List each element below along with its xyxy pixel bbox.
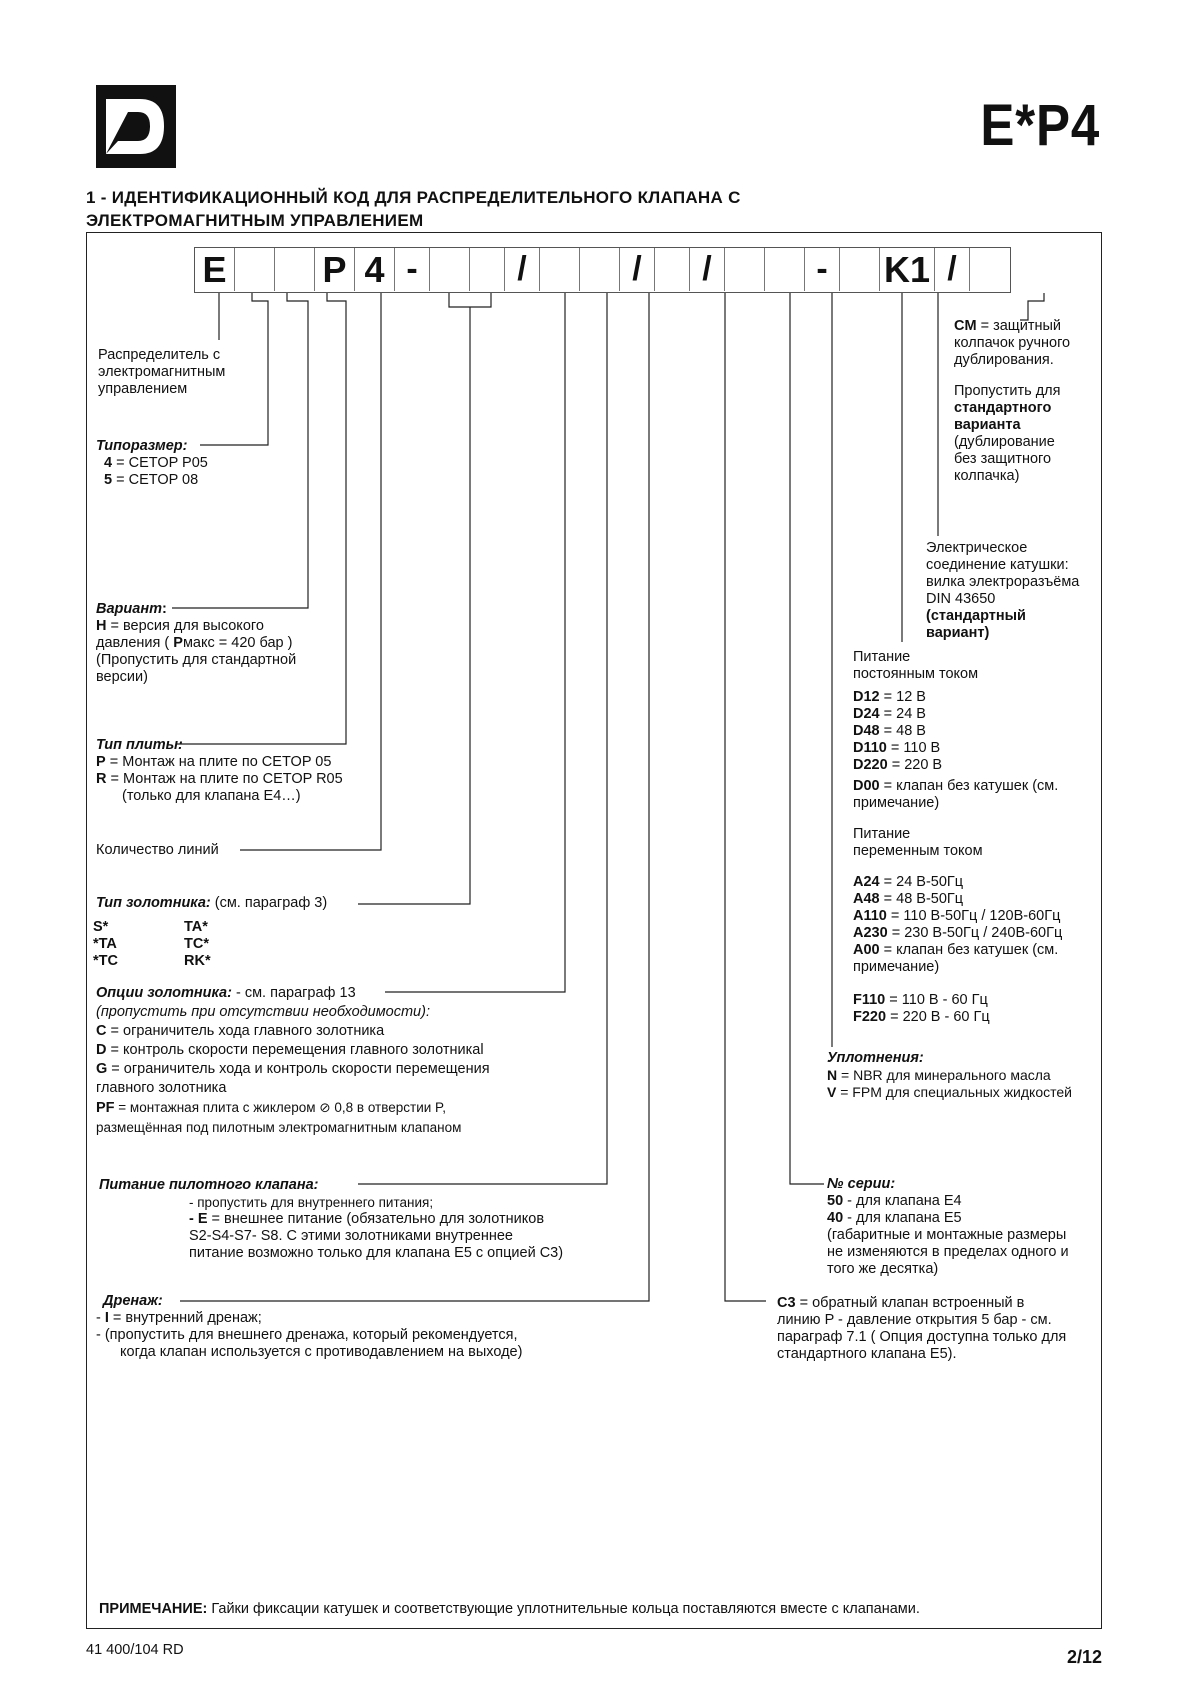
leader-line bbox=[385, 293, 565, 992]
footnote bbox=[99, 1601, 920, 1617]
leader-line bbox=[725, 293, 766, 1301]
lines-count-label: Количество линий bbox=[96, 842, 219, 858]
code-cell: - bbox=[805, 248, 840, 291]
dc-item: D12 = 12 В bbox=[853, 689, 926, 705]
series-heading: № серии: bbox=[827, 1176, 896, 1192]
manual-override-cap-block: CM = защитный колпачок ручного дублирования. Пропустить для стандартного варианта (дублирование без защитного колпачка) bbox=[954, 318, 1071, 484]
size-item: 4 = CETOP P05 bbox=[104, 455, 208, 471]
code-cell: E bbox=[195, 248, 235, 291]
code-cell: - bbox=[395, 248, 430, 291]
drain-heading: Дренаж: bbox=[103, 1293, 163, 1309]
code-cell: / bbox=[620, 248, 655, 291]
spool-heading: Тип золотника: bbox=[96, 895, 211, 911]
solenoid-valve-desc: Распределитель с электромагнитным управлением bbox=[98, 347, 226, 397]
f-item: F110 = 110 В - 60 Гц bbox=[853, 992, 988, 1008]
pilot-supply-block: Питание пилотного клапана: - пропустить для внутреннего питания; - E = внешнее питание (обязательно для золотников S2-S4-S7- S8. С этими золотниками внутреннее питание возможно только для клапана E5 с опцией C3) bbox=[99, 1177, 564, 1261]
options-heading: Опции золотника: bbox=[96, 985, 232, 1001]
page-number: 2/12 bbox=[1066, 1647, 1102, 1667]
size-item: 5 = CETOP 08 bbox=[104, 472, 199, 488]
dc-item: D48 = 48 В bbox=[853, 723, 926, 739]
document-number: 41 400/104 RD bbox=[86, 1642, 184, 1658]
drain-block: Дренаж: - I = внутренний дренаж; - (пропустить для внешнего дренажа, который рекомендуется, когда клапан используется с противодавлением на выходе) bbox=[96, 1293, 523, 1360]
size-heading: Типоразмер: bbox=[96, 438, 188, 454]
ac-item: A230 = 230 В-50Гц / 240В-60Гц bbox=[853, 925, 1063, 941]
variant-heading: Вариант bbox=[96, 601, 162, 617]
dc-item: D110 = 110 В bbox=[853, 740, 941, 756]
code-cell: / bbox=[690, 248, 725, 291]
section-title-line-2: ЭЛЕКТРОМАГНИТНЫМ УПРАВЛЕНИЕМ bbox=[86, 211, 424, 230]
code-cell: K1 bbox=[880, 248, 935, 291]
seals-heading: Уплотнения: bbox=[827, 1050, 924, 1066]
footnote-label: ПРИМЕЧАНИЕ: bbox=[99, 1601, 208, 1617]
variant-block: Вариант: H = версия для высокого давления ( Pмакс = 420 бар ) (Пропустить для стандартной версии) bbox=[96, 601, 297, 685]
plate-block: Тип плиты: P = Монтаж на плите по CETOP 05 R = Монтаж на плите по CETOP R05 (только для клапана E4…) bbox=[96, 737, 343, 804]
plate-heading: Тип плиты: bbox=[96, 737, 183, 753]
dc-supply-block: Питание постоянным током D12 = 12 В D24 = 24 В D48 = 48 В D110 = 110 В D220 = 220 В D00 = клапан без катушек (см. примечание) Питание переменным током A24 = 24 В-50Гц A48 = 48 В-50Гц A110 = 110 В-50Гц / 120В-60Гц A230 = 230 В-50Гц / 240В-60Гц A00 = клапан без катушек (см. примечание) F110 = 110 В - 60 Гц F220 = 220 В - 60 Гц bbox=[853, 649, 1063, 1025]
electrical-connection-block: Электрическое соединение катушки: вилка электроразъёма DIN 43650 (стандартный вариант) bbox=[926, 540, 1080, 641]
code-cell: / bbox=[935, 248, 970, 291]
code-cell: 4 bbox=[355, 248, 395, 291]
code-cell: / bbox=[505, 248, 540, 291]
footnote-text: Гайки фиксации катушек и соответствующие уплотнительные кольца поставляются вместе с клапанами. bbox=[207, 1601, 920, 1617]
leader-line bbox=[1020, 293, 1044, 320]
check-valve-block: C3 = обратный клапан встроенный в линию P - давление открытия 5 бар - см. параграф 7.1 ( Опция доступна только для стандартного клапана E5). bbox=[777, 1295, 1067, 1362]
ac-item: A110 = 110 В-50Гц / 120В-60Гц bbox=[853, 908, 1061, 924]
dc-item: D220 = 220 В bbox=[853, 757, 943, 773]
code-cell: P bbox=[315, 248, 355, 291]
spool-codes-left: S* *TA *TC bbox=[93, 919, 118, 969]
leader-line bbox=[790, 293, 824, 1184]
f-item: F220 = 220 В - 60 Гц bbox=[853, 1009, 990, 1025]
pilot-heading: Питание пилотного клапана: bbox=[99, 1177, 319, 1193]
leader-line bbox=[358, 307, 470, 904]
spool-options-block: Опции золотника: - см. параграф 13 (пропустить при отсутствии необходимости): C = ограничитель хода главного золотника D = контроль скорости перемещения главного золотникаl G = ограничитель хода и контроль скорости перемещения главного золотника PF = монтажная плита с жиклером ⊘ 0,8 в отверстии P, размещённая под пилотным электромагнитным клапаном bbox=[96, 985, 490, 1135]
leader-line bbox=[449, 293, 491, 307]
spool-codes-right: TA* TC* RK* bbox=[184, 919, 211, 969]
series-block: № серии: 50 - для клапана E4 40 - для клапана E5 (габаритные и монтажные размеры не изменяются в пределах одного и того же десятка) bbox=[827, 1176, 1069, 1277]
product-code: E*P4 bbox=[980, 93, 1100, 158]
size-block bbox=[96, 438, 208, 489]
spool-block: Тип золотника: (см. параграф 3) bbox=[96, 895, 328, 911]
ac-item: A24 = 24 В-50Гц bbox=[853, 874, 964, 890]
dc-item: D24 = 24 В bbox=[853, 706, 926, 722]
seals-block: Уплотнения: N = NBR для минерального масла V = FPM для специальных жидкостей bbox=[827, 1050, 1072, 1100]
ac-item: A48 = 48 В-50Гц bbox=[853, 891, 964, 907]
section-title-line-1: 1 - ИДЕНТИФИКАЦИОННЫЙ КОД ДЛЯ РАСПРЕДЕЛИТЕЛЬНОГО КЛАПАНА С bbox=[86, 188, 741, 207]
